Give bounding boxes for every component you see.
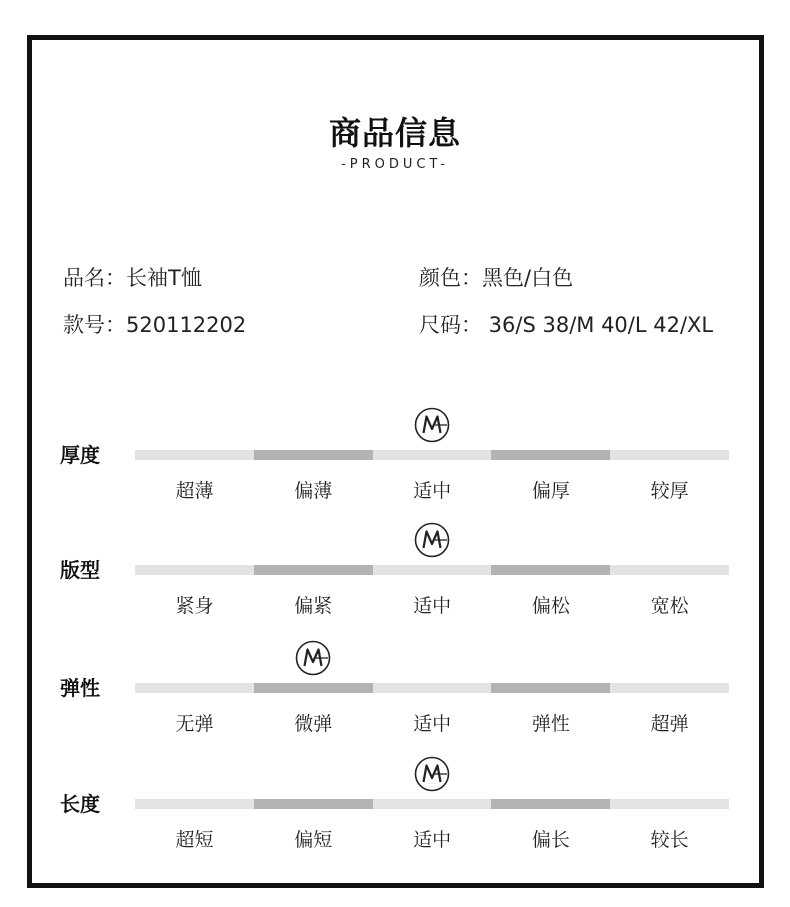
- scale-segment: [373, 683, 492, 693]
- scale-segment: [610, 565, 729, 575]
- scale-label: 厚度: [60, 443, 100, 467]
- product-name: 品名：长袖T恤: [63, 266, 202, 290]
- m-circle-icon: [414, 756, 450, 792]
- product-style-number: 款号：520112202: [63, 313, 247, 337]
- scale-segment: [135, 683, 254, 693]
- scale-segment: [254, 683, 373, 693]
- m-circle-icon: [295, 640, 331, 676]
- scale-option: 适中: [413, 713, 452, 735]
- scale-label: 长度: [60, 792, 100, 816]
- scale-option: 偏厚: [531, 480, 570, 502]
- scale-option: 紧身: [175, 595, 214, 617]
- scale-option: 较厚: [650, 480, 689, 502]
- scale-bar: [135, 799, 729, 809]
- product-size: 尺码： 36/S 38/M 40/L 42/XL: [419, 313, 714, 337]
- scale-segment: [254, 565, 373, 575]
- scale-segment: [373, 565, 492, 575]
- scale-label: 版型: [60, 558, 100, 582]
- scale-segment: [491, 683, 610, 693]
- scale-segment: [135, 565, 254, 575]
- scale-segment: [135, 799, 254, 809]
- scale-option: 宽松: [650, 595, 689, 617]
- scale-option: 超短: [175, 829, 214, 851]
- scale-option: 偏长: [531, 829, 570, 851]
- product-color: 颜色：黑色/白色: [419, 266, 574, 290]
- scale-option: 超弹: [650, 713, 689, 735]
- scale-option: 较长: [650, 829, 689, 851]
- scale-segment: [610, 450, 729, 460]
- scale-option: 偏短: [294, 829, 333, 851]
- scale-option: 适中: [413, 829, 452, 851]
- scale-segment: [610, 683, 729, 693]
- scale-segment: [491, 799, 610, 809]
- scale-option: 微弹: [294, 713, 333, 735]
- scale-segment: [135, 450, 254, 460]
- page-subtitle: -PRODUCT-: [341, 157, 449, 172]
- scale-segment: [491, 450, 610, 460]
- scale-option: 弹性: [531, 713, 570, 735]
- scale-bar: [135, 450, 729, 460]
- scale-segment: [610, 799, 729, 809]
- scale-option: 偏松: [531, 595, 570, 617]
- page-title: 商品信息: [328, 114, 461, 152]
- scale-segment: [373, 799, 492, 809]
- scale-segment: [254, 450, 373, 460]
- scale-label: 弹性: [60, 676, 100, 700]
- scale-segment: [373, 450, 492, 460]
- scale-option: 偏薄: [294, 480, 333, 502]
- scale-option: 偏紧: [294, 595, 333, 617]
- m-circle-icon: [414, 407, 450, 443]
- scale-segment: [491, 565, 610, 575]
- m-circle-icon: [414, 522, 450, 558]
- scale-bar: [135, 683, 729, 693]
- scale-bar: [135, 565, 729, 575]
- scale-option: 无弹: [175, 713, 214, 735]
- scale-option: 适中: [413, 595, 452, 617]
- scale-option: 适中: [413, 480, 452, 502]
- scale-option: 超薄: [175, 480, 214, 502]
- scale-segment: [254, 799, 373, 809]
